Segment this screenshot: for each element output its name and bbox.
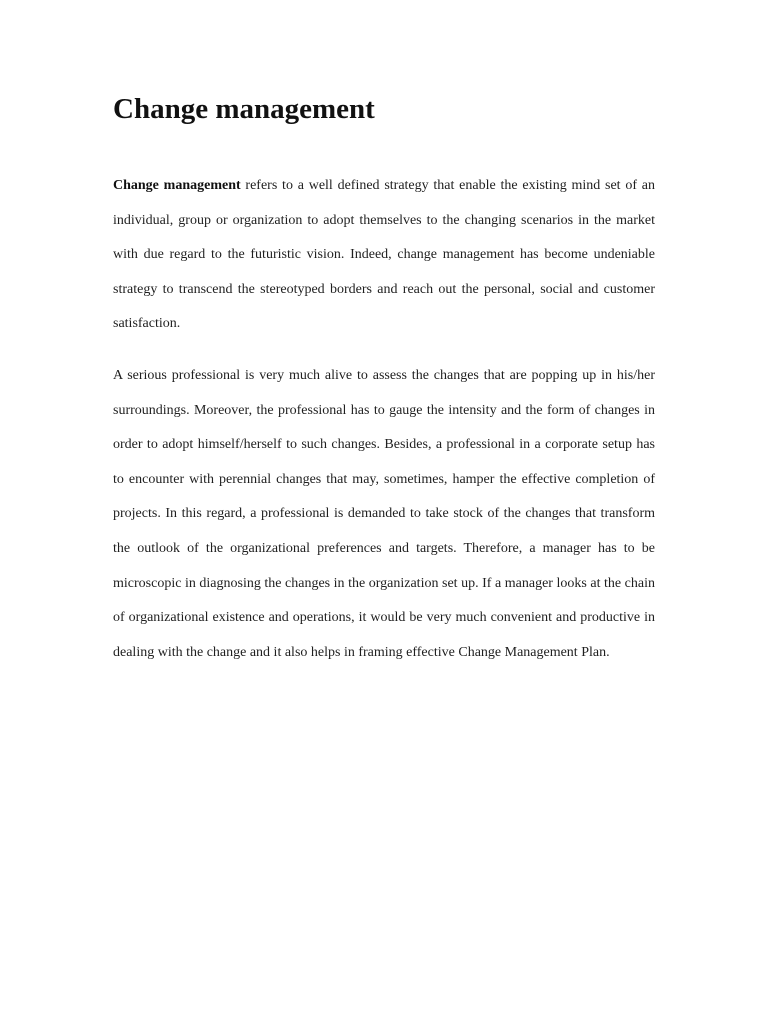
- paragraph-1-lead-term: Change management: [113, 178, 241, 193]
- paragraph-1: [113, 169, 655, 342]
- paragraph-1-text: refers to a well defined strategy that enable the existing mind set of an individual, group or organization to adopt themselves to the changing scenarios in the market with due regard to the futuristic vision. Indeed, change management has become undeniable strategy to transcend the stereotyped borders and reach out the personal, social and customer satisfaction.: [113, 178, 655, 332]
- page-title: Change management: [113, 93, 375, 125]
- paragraph-2: A serious professional is very much alive to assess the changes that are popping up in his/her surroundings. Moreover, the professional has to gauge the intensity and the form of changes in order to adopt himself/herself to such changes. Besides, a professional in a corporate setup has to encounter with perennial changes that may, sometimes, hamper the effective completion of projects. In this regard, a professional is demanded to take stock of the changes that transform the outlook of the organizational preferences and targets. Therefore, a manager has to be microscopic in diagnosing the changes in the organization set up. If a manager looks at the chain of organizational existence and operations, it would be very much convenient and productive in dealing with the change and it also helps in framing effective Change Management Plan.: [113, 368, 655, 660]
